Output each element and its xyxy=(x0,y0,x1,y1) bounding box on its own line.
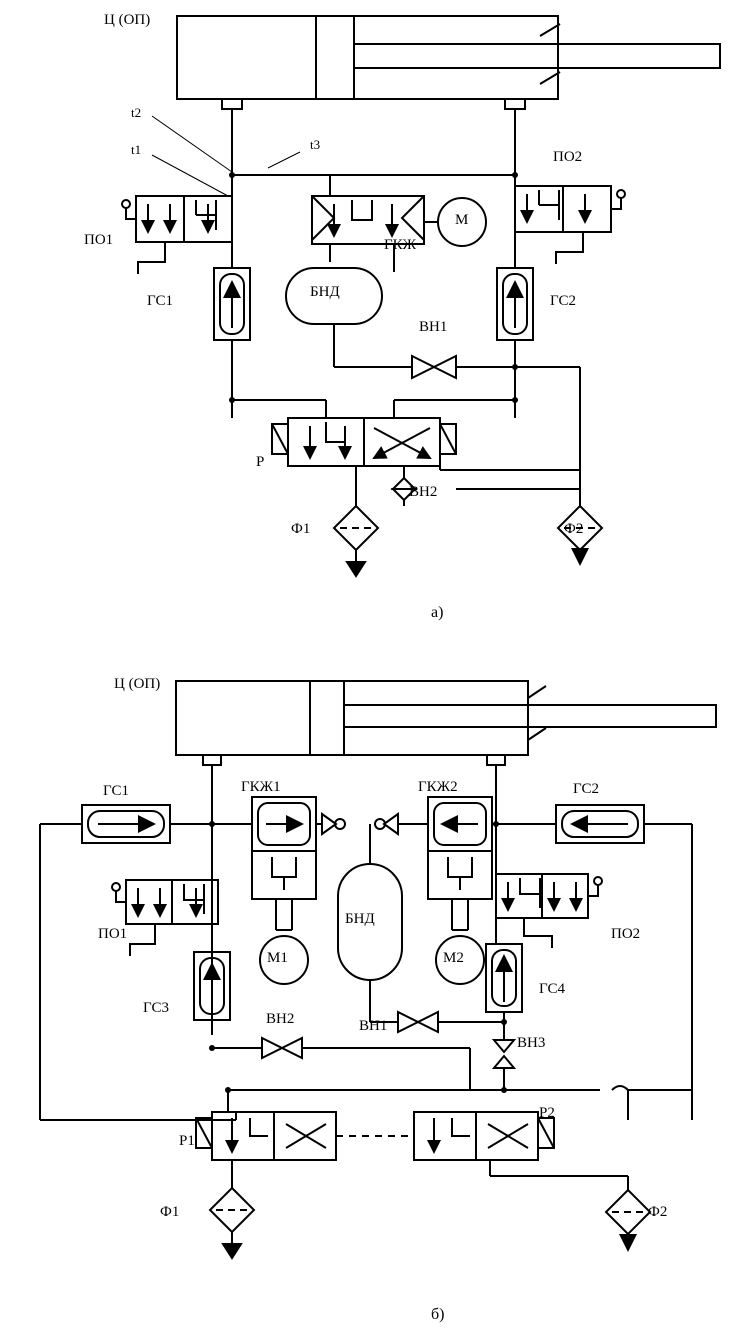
label-t2: t2 xyxy=(131,105,142,120)
label-vn1-b: ВН1 xyxy=(359,1018,388,1034)
label-gs2-b: ГС2 xyxy=(573,781,599,797)
label-f1-a: Ф1 xyxy=(291,521,311,537)
label-cylinder-b: Ц (ОП) xyxy=(114,676,161,692)
figure-caption-b: б) xyxy=(431,1306,445,1323)
label-f2-a: Ф2 xyxy=(564,521,584,537)
label-f2-b: Ф2 xyxy=(648,1204,668,1220)
label-t3: t3 xyxy=(310,137,321,152)
label-gkzh1-b: ГКЖ1 xyxy=(241,779,281,795)
label-cylinder-a: Ц (ОП) xyxy=(104,12,151,28)
label-gs3-b: ГС3 xyxy=(143,1000,169,1016)
label-r1-b: Р1 xyxy=(179,1133,195,1149)
label-motor-a: М xyxy=(455,212,469,228)
figure-caption-a: а) xyxy=(431,604,444,621)
label-po1-a: ПО1 xyxy=(84,232,114,248)
label-po1-b: ПО1 xyxy=(98,926,128,942)
label-bnd-b: БНД xyxy=(345,911,375,927)
label-r-a: Р xyxy=(256,454,265,470)
label-po2-a: ПО2 xyxy=(553,149,583,165)
label-vn2-b: ВН2 xyxy=(266,1011,295,1027)
label-m2-b: М2 xyxy=(443,950,464,966)
label-gkzh-a: ГКЖ xyxy=(384,237,417,253)
label-vn1-a: ВН1 xyxy=(419,319,448,335)
label-gkzh2-b: ГКЖ2 xyxy=(418,779,458,795)
label-vn2-a: ВН2 xyxy=(409,484,438,500)
label-f1-b: Ф1 xyxy=(160,1204,180,1220)
label-gs1-b: ГС1 xyxy=(103,783,129,799)
label-bnd-a: БНД xyxy=(310,284,340,300)
label-gs1-a: ГС1 xyxy=(147,293,173,309)
label-vn3-b: ВН3 xyxy=(517,1035,546,1051)
label-po2-b: ПО2 xyxy=(611,926,641,942)
label-m1-b: М1 xyxy=(267,950,288,966)
label-gs4-b: ГС4 xyxy=(539,981,565,997)
label-gs2-a: ГС2 xyxy=(550,293,576,309)
label-r2-b: Р2 xyxy=(539,1105,555,1121)
label-t1: t1 xyxy=(131,142,142,157)
